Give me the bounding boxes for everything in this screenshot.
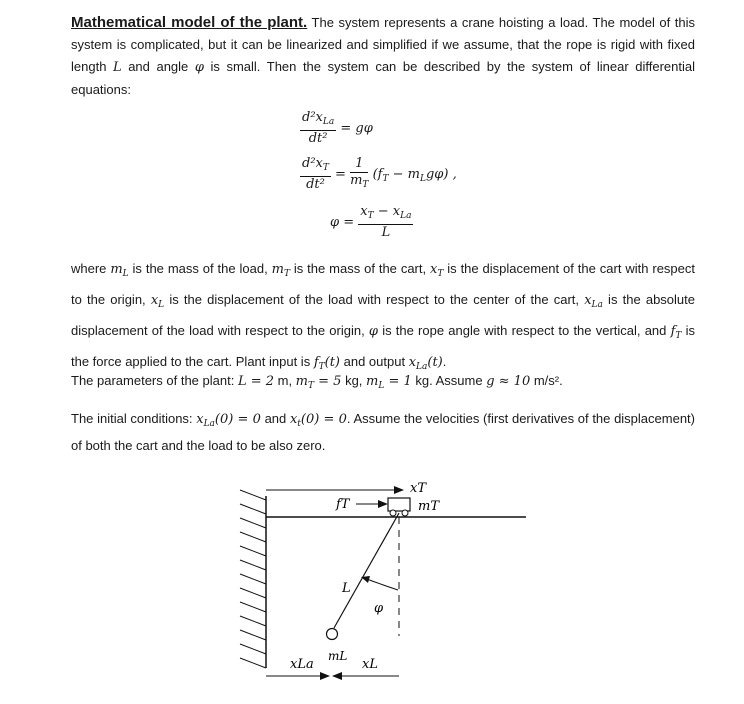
cart-wheel-left: [390, 510, 396, 516]
equation-3: φ = $\frac{x_T - x_{La}}{L}$: [330, 204, 412, 240]
mL-label: mL: [328, 649, 348, 663]
definitions-paragraph: where $m_L$ is the mass of the load, $m_T$ is the mass of the cart, $x_T$ is the displacement of the cart with respect to the origin, $x_L$ is the displacement of the load with respect to the center of the cart, $x_{La}$ is the absolute displacement of the load with respect to the origin, φ is the rope angle with respect to the vertical, and $f_T$ is the force applied to the cart. Plant input is $f_T(t)$ and output $x_{La}(t)$.: [71, 261, 696, 372]
section-title: Mathematical model of the plant.: [71, 14, 308, 31]
cart-wheel-right: [402, 510, 408, 516]
phi-label: φ: [374, 601, 384, 616]
xL-label: xL: [362, 657, 378, 672]
intro-paragraph: Mathematical model of the plant. The system represents a crane hoisting a load. The model of this system is complicated, but it can be linearized and simplified if we assume, that the rope is rigid with fixed length L and angle φ is small. Then the system can be described by the system of linear differential equations:: [71, 14, 695, 97]
xT-label: xT: [410, 481, 427, 496]
equation-1: $\frac{d^2x_{La}}{\text{dt²}}$ = gφ: [302, 110, 373, 146]
rope: [334, 513, 399, 628]
wall-hatching: [240, 490, 266, 668]
initial-conditions-paragraph: The initial conditions: $x_{La}(0) = 0$ and $x_t(0) = 0$. Assume the velocities (first derivatives of the displacement) of both the cart and the load to be also zero.: [71, 411, 695, 453]
L-label: L: [342, 581, 351, 596]
parameters-line: The parameters of the plant: L = 2 m, $m_T = 5$ kg, $m_L = 1$ kg. Assume g ≈ 10 m/s².: [71, 373, 563, 391]
cart: [388, 498, 410, 511]
xLa-label: xLa: [290, 657, 314, 672]
mT-label: mT: [418, 499, 439, 514]
equation-2: $\frac{d^2x_T}{\text{dt²}}$ = $\frac{1}{m_T}$ $(f_T - m_Lg\varphi)$ ,: [302, 156, 457, 192]
fT-label: fT: [336, 497, 350, 512]
load-mass: [327, 629, 338, 640]
angle-arc: [364, 578, 398, 590]
crane-diagram: [228, 468, 538, 698]
